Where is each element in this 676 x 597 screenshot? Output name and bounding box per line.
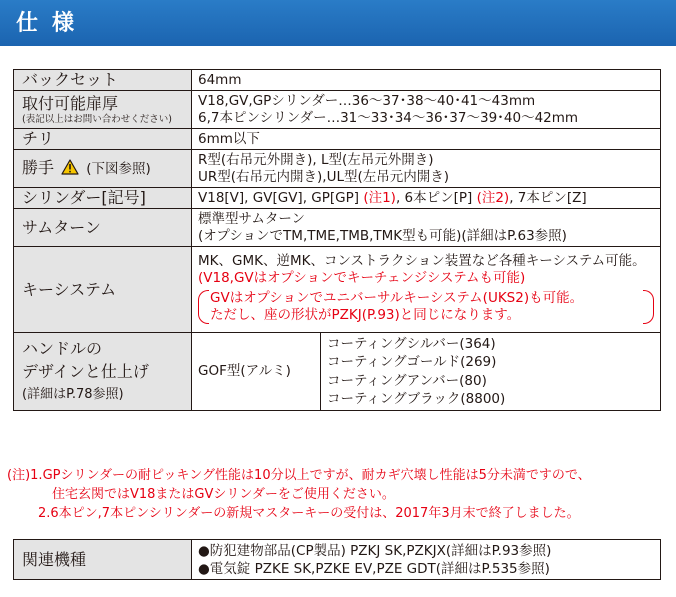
key-system-value	[192, 247, 661, 333]
warning-triangle-icon	[61, 159, 79, 180]
cylinder-note2: (注2)	[476, 189, 510, 206]
note-2-text: 6本ピン,7本ピンシリンダーの新規マスターキーの受付は、2017年3月末で終了しました。	[50, 506, 580, 521]
door-thickness-value	[192, 91, 661, 129]
note-1-number: 1.	[30, 468, 43, 483]
handing-label: 勝手	[22, 157, 55, 177]
cylinder-note1: (注1)	[363, 189, 396, 206]
spec-row-handing	[14, 150, 661, 188]
key-system-box-line2: ただし、座の形状がPZKJ(P.93)と同じになります。	[210, 306, 521, 323]
spec-row-chiri	[14, 129, 661, 150]
section-banner	[0, 0, 676, 46]
related-table	[13, 539, 661, 580]
spec-row-key-system	[14, 247, 661, 333]
handle-label-cell	[14, 333, 192, 411]
note-prefix: (注)	[7, 468, 31, 483]
cylinder-value-c: , 7本ピン[Z]	[509, 189, 587, 206]
note-2-number: 2.	[38, 506, 51, 521]
door-thickness-line: 6,7本ピンシリンダー…31～33･34～36･37～39･40～42mm	[198, 109, 579, 126]
handing-label-sub: (下図参照)	[86, 160, 151, 177]
thumbturn-value	[192, 209, 661, 247]
note-1-line2: 住宅玄関ではV18またはGVシリンダーをご使用ください。	[52, 487, 395, 502]
related-item: ●防犯建物部品(CP製品) PZKJ SK,PZKJX(詳細はP.93参照)	[198, 542, 552, 559]
handle-label-line: (詳細はP.78参照)	[22, 387, 124, 402]
door-thickness-label-cell	[14, 91, 192, 129]
chiri-value: 6mm以下	[192, 129, 661, 150]
spec-row-cylinder	[14, 188, 661, 209]
key-system-line2: (V18,GVはオプションでキーチェンジシステムも可能)	[198, 269, 526, 286]
handle-subtable	[192, 333, 660, 410]
thumbturn-label: サムターン	[14, 209, 192, 247]
spec-row-thumbturn	[14, 209, 661, 247]
related-value	[192, 540, 661, 580]
thumbturn-line: (オプションでTM,TME,TMB,TMK型も可能)(詳細はP.63参照)	[198, 227, 567, 244]
handle-value	[192, 333, 661, 411]
handing-value	[192, 150, 661, 188]
handle-label-line: ハンドルの	[22, 339, 103, 358]
finish-item: コーティングブラック(8800)	[327, 391, 506, 407]
handle-finishes	[321, 333, 661, 410]
note-1-text: GPシリンダーの耐ピッキング性能は10分以上ですが、耐カギ穴壊し性能は5分未満ですので、	[42, 468, 591, 483]
spec-row-door-thickness	[14, 91, 661, 129]
cylinder-value-a: V18[V], GV[GV], GP[GP]	[198, 189, 364, 206]
cylinder-label: シリンダー[記号]	[14, 188, 192, 209]
backset-label: バックセット	[14, 70, 192, 91]
key-system-option-box	[198, 288, 654, 326]
cylinder-value-b: , 6本ピン[P]	[395, 189, 477, 206]
spec-table	[13, 69, 661, 411]
related-label: 関連機種	[14, 540, 192, 580]
related-row	[14, 540, 661, 580]
key-system-line1: MK、GMK、逆MK、コンストラクション装置など各種キーシステム可能。	[198, 252, 646, 269]
key-system-box-line1: GVはオプションでユニバーサルキーシステム(UKS2)も可能。	[210, 289, 584, 306]
handle-type: GOF型(アルミ)	[192, 333, 321, 410]
spec-row-handle	[14, 333, 661, 411]
key-system-label: キーシステム	[14, 247, 192, 333]
thumbturn-line: 標準型サムターン	[198, 210, 306, 227]
door-thickness-note: (表記以上はお問い合わせください)	[22, 113, 172, 125]
handle-label-line: デザインと仕上げ	[22, 362, 149, 381]
finish-item: コーティングシルバー(364)	[327, 335, 496, 352]
spec-row-backset	[14, 70, 661, 91]
note-1-line1	[7, 466, 667, 485]
notes	[7, 466, 667, 523]
related-item: ●電気錠 PZKE SK,PZKE EV,PZE GDT(詳細はP.535参照)	[198, 560, 550, 577]
cylinder-value	[192, 188, 661, 209]
finish-item: コーティングゴールド(269)	[327, 354, 497, 370]
chiri-label: チリ	[14, 129, 192, 150]
finish-item: コーティングアンバー(80)	[327, 372, 487, 389]
handing-label-cell	[14, 150, 192, 188]
backset-value: 64mm	[192, 70, 661, 91]
section-title: 仕様	[16, 11, 89, 36]
note-2	[7, 504, 667, 523]
door-thickness-label: 取付可能扉厚	[22, 93, 119, 113]
door-thickness-line: V18,GV,GPシリンダー…36～37･38～40･41～43mm	[198, 92, 536, 109]
handing-line: R型(右吊元外開き), L型(左吊元外開き)	[198, 151, 434, 168]
handing-line: UR型(右吊元内開き),UL型(左吊元内開き)	[198, 168, 450, 185]
